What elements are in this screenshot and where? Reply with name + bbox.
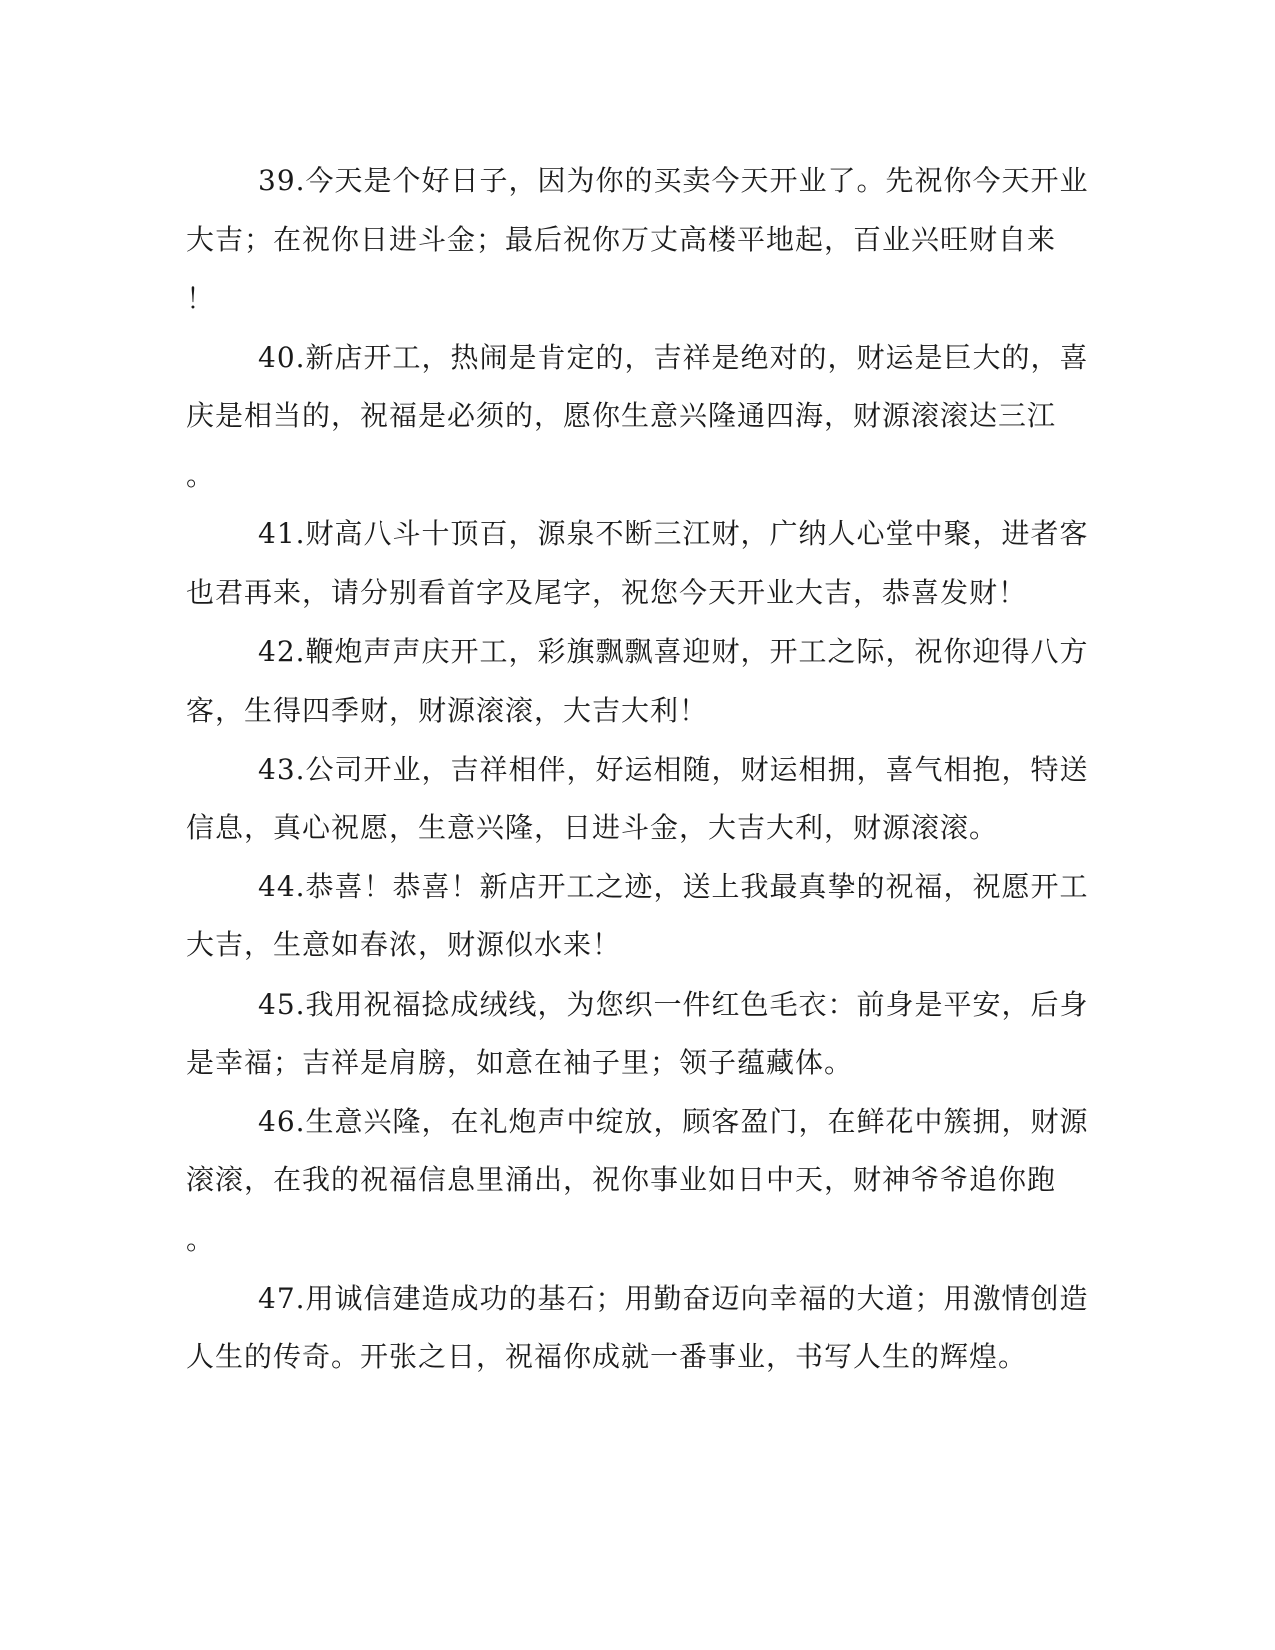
text-line: 大吉，生意如春浓，财源似水来！: [186, 928, 622, 961]
text-line: 43.公司开业，吉祥相伴，好运相随，财运相拥，喜气相抱，特送: [258, 753, 1089, 786]
text-line: 是幸福；吉祥是肩膀，如意在袖子里；领子蕴藏体。: [186, 1046, 854, 1079]
text-line: 46.生意兴隆，在礼炮声中绽放，顾客盈门，在鲜花中簇拥，财源: [258, 1105, 1089, 1138]
text-line: 44.恭喜！恭喜！新店开工之迹，送上我最真挚的祝福，祝愿开工: [258, 870, 1089, 903]
text-line: 41.财高八斗十顶百，源泉不断三江财，广纳人心堂中聚，进者客: [258, 517, 1089, 550]
text-line: 庆是相当的，祝福是必须的，愿你生意兴隆通四海，财源滚滚达三江: [186, 399, 1057, 432]
text-line: 人生的传奇。开张之日，祝福你成就一番事业，书写人生的辉煌。: [186, 1340, 1028, 1373]
text-line: 客，生得四季财，财源滚滚，大吉大利！: [186, 694, 709, 727]
text-line: 47.用诚信建造成功的基石；用勤奋迈向幸福的大道；用激情创造: [258, 1282, 1089, 1315]
text-line: ！: [186, 282, 216, 315]
text-line: 45.我用祝福捻成绒线，为您织一件红色毛衣：前身是平安，后身: [258, 988, 1089, 1021]
text-line: 42.鞭炮声声庆开工，彩旗飘飘喜迎财，开工之际，祝你迎得八方: [258, 635, 1089, 668]
text-line: 。: [186, 1223, 216, 1256]
text-line: 信息，真心祝愿，生意兴隆，日进斗金，大吉大利，财源滚滚。: [186, 811, 999, 844]
text-line: 。: [186, 459, 216, 492]
text-line: 大吉；在祝你日进斗金；最后祝你万丈高楼平地起，百业兴旺财自来: [186, 223, 1057, 256]
text-line: 也君再来，请分别看首字及尾字，祝您今天开业大吉，恭喜发财！: [186, 576, 1028, 609]
text-line: 40.新店开工，热闹是肯定的，吉祥是绝对的，财运是巨大的，喜: [258, 341, 1089, 374]
text-line: 39.今天是个好日子，因为你的买卖今天开业了。先祝你今天开业: [258, 164, 1089, 197]
text-line: 滚滚，在我的祝福信息里涌出，祝你事业如日中天，财神爷爷追你跑: [186, 1163, 1057, 1196]
